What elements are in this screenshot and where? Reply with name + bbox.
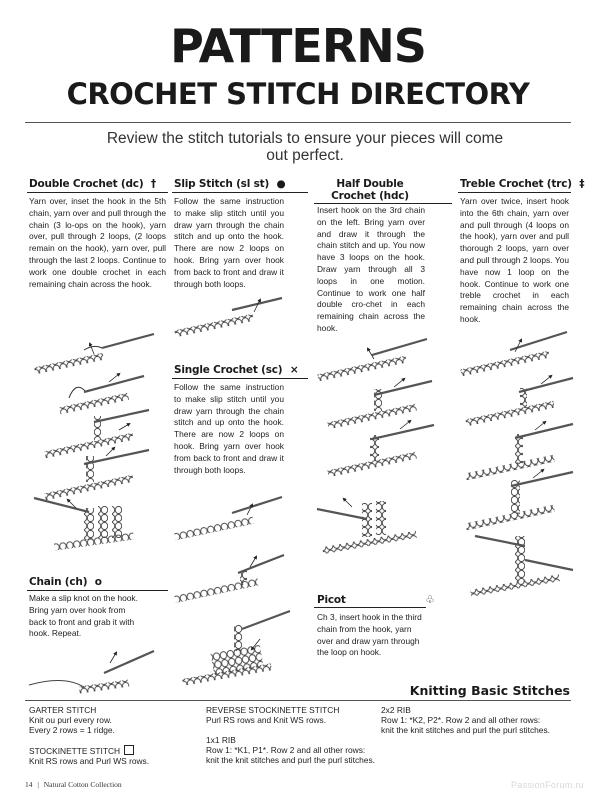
single-crochet-illustration <box>172 485 302 700</box>
single-crochet-heading <box>174 364 298 376</box>
half-double-crochet-illustration <box>312 335 447 585</box>
page-title: PATTERNS <box>170 19 426 73</box>
chain-heading-text: Chain (ch) <box>29 576 88 588</box>
picot-heading-line <box>314 607 426 608</box>
picot-symbol-icon: ♧ <box>425 594 435 606</box>
slip-stitch-heading-line <box>172 192 308 193</box>
half-double-crochet-step-3 <box>327 421 434 477</box>
stockinette-stitch-block <box>29 745 149 766</box>
double-crochet-symbol-icon: † <box>150 178 156 190</box>
header-rule <box>25 122 571 123</box>
single-crochet-instructions: Follow the same instruction to make slip stitch until you draw yarn through the chain stitch and up onto the hook. There are now 2 loops on hook. Bring yarn over hook from back to front and draw it through both loops. <box>174 382 284 475</box>
stockinette-stitch-heading-row <box>29 745 149 756</box>
double-crochet-step-3 <box>44 410 149 458</box>
page-footer <box>25 780 122 789</box>
double-crochet-instructions: Yarn over, inset the hook in the 5th chain, yarn over and pull through the chain (3 lo-ops on the hook), yarn over, pull through 2 loops, (2 loops remain on the hook), yarn over, pull through the last 2 loops. Continue to work one double crochet in each remaining chain across the hook. <box>29 196 166 289</box>
reverse-stockinette-heading: REVERSE STOCKINETTE STITCH <box>206 705 340 715</box>
square-symbol-icon <box>124 745 134 755</box>
chain-instructions: Make a slip knot on the hook. Bring yarn over hook from back to front and grab it with hook. Repeat. <box>29 593 138 639</box>
double-crochet-step-2 <box>59 374 144 414</box>
footer-separator: | <box>37 780 39 789</box>
half-double-crochet-step-4 <box>317 499 417 554</box>
double-crochet-heading-line <box>27 192 168 193</box>
garter-stitch-line-1: Knit ou purl every row. <box>29 715 112 725</box>
single-crochet-step-1 <box>174 497 282 540</box>
chain-symbol-icon: o <box>94 576 102 588</box>
half-double-crochet-heading-line <box>314 203 452 204</box>
reverse-stockinette-line-1: Purl RS rows and Knit WS rows. <box>206 715 327 725</box>
rib-2x2-line-1: Row 1: *K2, P2*. Row 2 and all other rows: <box>381 715 541 725</box>
garter-stitch-heading: GARTER STITCH <box>29 705 97 715</box>
double-crochet-step-4 <box>44 448 149 500</box>
page-subtitle: CROCHET STITCH DIRECTORY <box>66 77 530 111</box>
watermark: PassionForum.ru <box>510 780 584 790</box>
rib-1x1-block <box>206 735 375 765</box>
treble-crochet-heading-line <box>458 192 571 193</box>
double-crochet-heading-text: Double Crochet (dc) <box>29 178 144 190</box>
treble-crochet-step-4 <box>465 470 573 530</box>
picot-instructions: Ch 3, insert hook in the third chain from the hook, yarn over and draw yarn through the loop on hook. <box>317 612 422 658</box>
rib-2x2-line-2: knit the knit stitches and purl the purl stitches. <box>381 725 550 735</box>
treble-crochet-step-5 <box>470 536 573 597</box>
chain-illustration <box>24 645 169 705</box>
single-crochet-heading-line <box>172 378 308 379</box>
double-crochet-illustration <box>24 330 169 570</box>
half-double-crochet-instructions: Insert hook on the 3rd chain on the left. Bring yarn over and draw it through the chain stitch and up. You now have 3 loops on the hook. Draw yarn through all 3 loops in one motion. Continue to work one half double cro-chet in each remaining chain across the hook. <box>317 205 425 333</box>
picot-heading <box>317 594 434 606</box>
page-number: 14 <box>25 780 33 789</box>
treble-crochet-instructions: Yarn over twice, insert hook into the 6th chain, yarn over and pull through (4 loops on the hook), yarn over and pull thorough 2 loops, yarn over and pull through 2 loops. You have now 1 loop on the hook. Continue to work one treble crochet in each remaining chain across the hook. <box>460 196 569 324</box>
rib-1x1-line-2: knit the knit stitches and purl the purl stitches. <box>206 755 375 765</box>
double-crochet-step-1 <box>34 334 154 374</box>
rib-2x2-block <box>381 705 550 735</box>
treble-crochet-illustration <box>455 330 580 600</box>
double-crochet-step-5 <box>34 498 134 551</box>
slip-stitch-symbol-icon: ● <box>276 178 286 190</box>
stockinette-stitch-heading: STOCKINETTE STITCH <box>29 746 121 756</box>
garter-stitch-line-2: Every 2 rows = 1 ridge. <box>29 725 115 735</box>
garter-stitch-block <box>29 705 115 735</box>
single-crochet-step-3 <box>182 611 290 686</box>
double-crochet-heading <box>29 178 156 190</box>
rib-1x1-line-1: Row 1: *K1, P1*. Row 2 and all other rows: <box>206 745 366 755</box>
single-crochet-symbol-icon: × <box>289 364 299 376</box>
treble-crochet-step-3 <box>465 422 573 480</box>
treble-crochet-step-2 <box>465 376 573 426</box>
treble-crochet-step-1 <box>460 332 567 376</box>
slip-stitch-instructions: Follow the same instruction to make slip stitch until you draw yarn through the chain stitch and up onto the hook. There are now 2 loops on hook. Bring yarn over hook from back to front and draw it through both loops. <box>174 196 284 289</box>
slip-stitch-illustration <box>172 292 302 352</box>
single-crochet-step-2 <box>174 555 284 603</box>
publication-name: Natural Cotton Collection <box>43 780 122 789</box>
half-double-crochet-step-2 <box>327 379 432 429</box>
slip-stitch-heading-text: Slip Stitch (sl st) <box>174 178 270 190</box>
treble-crochet-heading <box>460 178 584 190</box>
chain-heading-line <box>27 590 168 591</box>
single-crochet-heading-text: Single Crochet (sc) <box>174 364 283 376</box>
rib-2x2-heading: 2x2 RIB <box>381 705 411 715</box>
half-double-crochet-step-1 <box>317 339 427 381</box>
reverse-stockinette-block <box>206 705 339 725</box>
chain-heading <box>29 576 102 588</box>
knitting-section-title: Knitting Basic Stitches <box>409 683 570 698</box>
stockinette-stitch-line-1: Knit RS rows and Purl WS rows. <box>29 756 150 766</box>
knitting-section-rule <box>25 700 571 701</box>
slip-stitch-heading <box>174 178 286 190</box>
treble-crochet-symbol-icon: ‡ <box>579 178 585 190</box>
intro-text: Review the stitch tutorials to ensure your pieces will come out perfect. <box>106 130 504 164</box>
picot-heading-text: Picot <box>317 594 346 606</box>
half-double-crochet-heading: Half Double Crochet (hdc) <box>331 178 409 202</box>
rib-1x1-heading: 1x1 RIB <box>206 735 236 745</box>
treble-crochet-heading-text: Treble Crochet (trc) <box>460 178 572 190</box>
